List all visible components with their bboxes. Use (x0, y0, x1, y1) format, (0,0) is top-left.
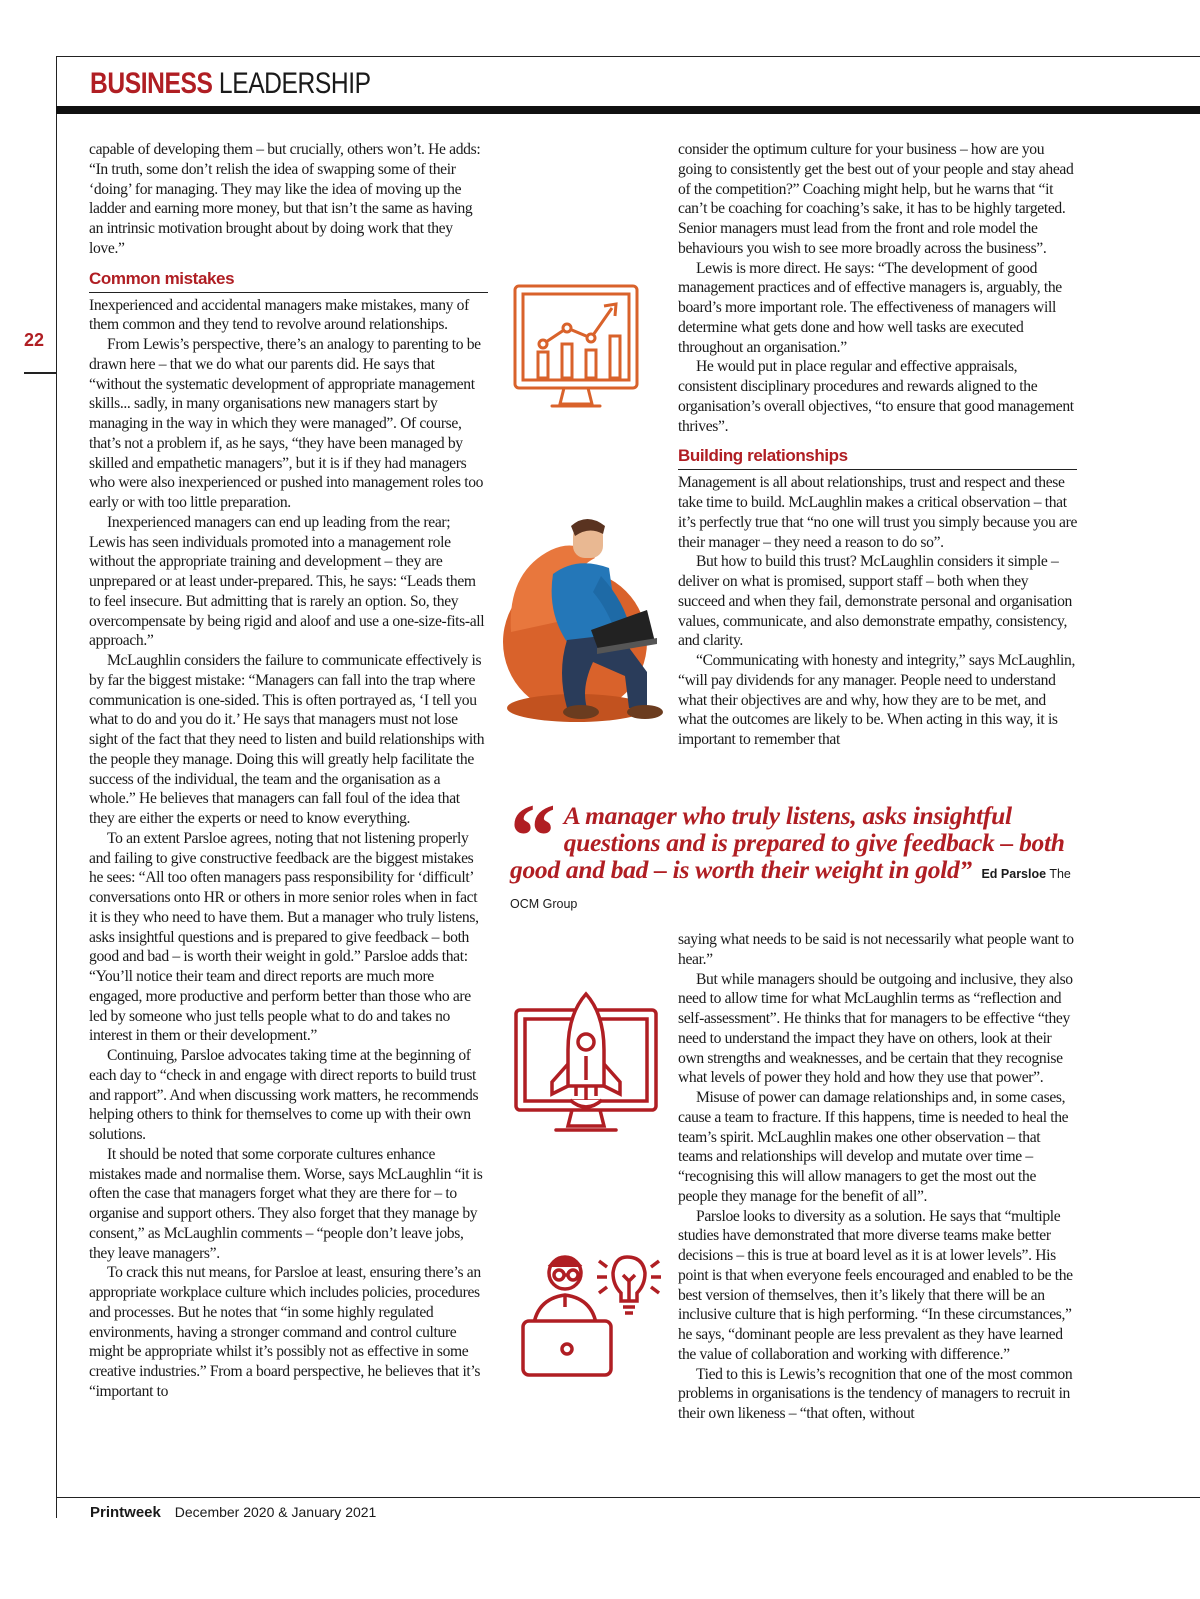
paragraph: Lewis is more direct. He says: “The development of good management practices and of effective managers is, arguably, the board’s more important role. The effectiveness of managers will determine what gets done and how well tasks are executed throughout an organisation.” (678, 259, 1062, 356)
paragraph: consider the optimum culture for your business – how are you going to consistently get the best out of your people and stay ahead of the competition?” Coaching might help, but he warns that “it can’t be coaching for coaching’s sake, it has to be highly targeted. Senior managers must lead from the front and role model the behaviours you wish to see more broadly across the business”. (678, 141, 1074, 257)
section-title: BUSINESS (90, 67, 213, 100)
bottom-border (56, 1497, 1200, 1498)
magazine-name: Printweek (90, 1504, 161, 1521)
paragraph: saying what needs to be said is not necessarily what people want to hear.” (678, 931, 1074, 968)
paragraph: To an extent Parsloe agrees, noting that not listening properly and failing to give constructive feedback are the biggest mistakes he sees: “All too often managers pass responsibility for ‘difficult’ conversations onto HR or others in more senior roles when in fact it is they who need to have them. But a manager who truly listens, asks insightful questions and is prepared to give feedback – both good and bad – is worth their weight in gold.” Parsloe adds that: “You’ll notice their team and direct reports are much more engaged, more productive and perform better than those who are led by someone who just tells people what to do and takes no interest in them or their development.” (89, 829, 479, 1045)
rocket-monitor-icon (512, 990, 660, 1142)
beanbag-person-laptop-illustration (497, 512, 687, 732)
paragraph: Inexperienced and accidental managers make mistakes, many of them common and they tend to revolve around relationships. (89, 296, 469, 334)
quote-author: Ed Parsloe (981, 866, 1047, 881)
paragraph: McLaughlin considers the failure to communicate effectively is by far the biggest mistake: “Managers can fall into the trap where communication is one-sided. This is often portrayed as, ‘I tell you what to do and you do it.’ He says that managers must not lose sight of the fact that they need to listen and build relationships with the people they manage. Doing this will greatly help facilitate the success of the individual, the team and the organisation as a whole.” He believes that managers can fall foul of the idea that they are either the experts or need to know everything. (89, 652, 485, 827)
left-column (89, 140, 488, 1402)
page-number-rule (24, 372, 56, 374)
paragraph: Parsloe looks to diversity as a solution. He says that “multiple studies have demonstrated that more diverse teams make better decisions – this is true at board level as it is at lower levels”. His point is that when everyone feels encouraged and enabled to be the best version of themselves, then it’s likely that there will be an inclusive culture that is high performing. “In these circumstances,” he says, “dominant people are less prevalent as they have learned the value of collaboration and working with difference.” (678, 1207, 1073, 1363)
quote-mark-icon: “ (510, 785, 556, 887)
paragraph: Management is all about relationships, trust and respect and these take time to build. McLaughlin makes a critical observation – that it’s perfectly true that “no one will trust you simply because you are their manager – they need a reason to do so”. (678, 474, 1078, 551)
page-number: 22 (24, 330, 45, 350)
paragraph: Inexperienced managers can end up leading from the rear; Lewis has seen individuals promoted into a management role without the appropriate training and development – they are unprepared or at least under-prepared. This, he says: “Leads them to feel insecure. But admitting that is rarely an option. So, they overcompensate by being rigid and aloof and use a one-size-fits-all approach.” (89, 513, 485, 650)
quote-organisation: The OCM Group (510, 866, 1071, 912)
chart-monitor-icon (512, 282, 640, 414)
paragraph: Continuing, Parsloe advocates taking time at the beginning of each day to “check in and engage with direct reports to build trust and rapport”. And when discussing work matters, he recommends helping others to think for themselves to come up with their own solutions. (89, 1047, 479, 1143)
header-rule (56, 106, 1200, 114)
right-column-bottom (678, 930, 1077, 1424)
section-subtitle: LEADERSHIP (218, 67, 371, 100)
paragraph: “Communicating with honesty and integrity,” says McLaughlin, “will pay dividends for any manager. People need to understand what their objectives are and why, how they are to be met, and what the outcomes are likely to be. When acting in this way, it is important to remember that (678, 652, 1076, 748)
subheading-building-relationships: Building relationships (678, 446, 1077, 470)
paragraph: To crack this nut means, for Parsloe at least, ensuring there’s an appropriate workplace culture which includes policies, procedures and processes. But he notes that “in some highly regulated environments, having a stronger command and control culture might be appropriate whilst it’s possibly not as effective in some creative industries.” From a board perspective, he believes that it’s “important to (89, 1264, 481, 1400)
right-column-top (678, 140, 1077, 750)
paragraph: He would put in place regular and effective appraisals, consistent disciplinary procedures and rewards aligned to the organisation’s overall objectives, “to ensure that good management thrives”. (678, 358, 1074, 435)
paragraph: Misuse of power can damage relationships and, in some cases, cause a team to fracture. If this happens, time is needed to heal the team’s spirit. McLaughlin makes one other observation – that teams and relationships will develop and mutate over time – “recognising this will allow managers to get the most out the people they manage for the benefit of all”. (678, 1089, 1069, 1205)
page-footer (90, 1504, 376, 1521)
section-header (90, 64, 371, 104)
subheading-common-mistakes: Common mistakes (89, 269, 488, 293)
paragraph: capable of developing them – but crucially, others won’t. He adds: “In truth, some don’t relish the idea of swapping some of their ‘doing’ for managing. They may like the idea of moving up the ladder and earning more money, but that isn’t the same as having an intrinsic motivation brought about by doing work that they love.” (89, 141, 481, 257)
paragraph: But how to build this trust? McLaughlin considers it simple – deliver on what is promised, support staff – both when they succeed and when they fail, demonstrate personal and organisation values, communicate, and also demonstrate empathy, consistency, and clarity. (678, 553, 1072, 650)
top-border (56, 56, 1200, 57)
person-laptop-idea-icon (515, 1245, 665, 1385)
pull-quote-text: A manager who truly listens, asks insightful questions and is prepared to give feedback – both good and bad – is worth their weight in gold” (510, 801, 1065, 884)
paragraph: But while managers should be outgoing and inclusive, they also need to allow time for what McLaughlin terms as “reflection and self-assessment”. He thinks that for managers to be effective “they need to understand the impact they have on others, look at their own strengths and weaknesses, and be certain that they recognise what levels of power they hold and how they use that power”. (678, 970, 1073, 1087)
paragraph: From Lewis’s perspective, there’s an analogy to parenting to be drawn here – that we do what our parents did. He says that “without the systematic development of appropriate management skills... sadly, in many organisations new managers start by managing in the way in which they were managed”. Of course, that’s not a problem if, as he says, “they have been managed by skilled and empathetic managers”, but it is if they had managers who were also inexperienced or pushed into management roles too early or with too little preparation. (89, 336, 484, 511)
paragraph: It should be noted that some corporate cultures enhance mistakes made and normalise them. Worse, says McLaughlin “it is often the case that managers forget what they are there for – to organise and support others. They also forget that they manage by consent,” as McLaughlin comments – “people don’t leave jobs, they leave managers”. (89, 1145, 483, 1262)
issue-date: December 2020 & January 2021 (174, 1504, 377, 1520)
paragraph: Tied to this is Lewis’s recognition that one of the most common problems in organisations is the tendency of managers to recruit in their own likeness – “that often, without (678, 1365, 1073, 1422)
pull-quote (510, 785, 1090, 918)
left-border (56, 56, 57, 1518)
